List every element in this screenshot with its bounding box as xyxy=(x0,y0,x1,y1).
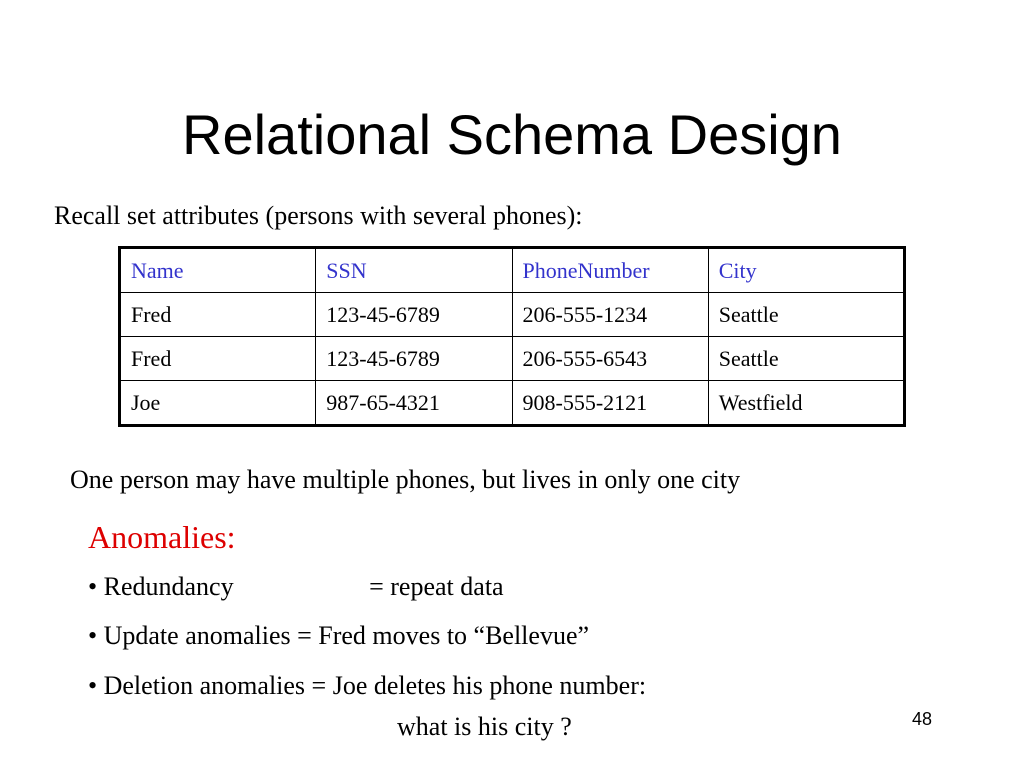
anomalies-heading: Anomalies: xyxy=(88,519,236,555)
bullet-continuation: what is his city ? xyxy=(397,712,572,741)
table-row xyxy=(120,381,905,426)
table-row xyxy=(120,337,905,381)
bullet-marker: • xyxy=(88,671,98,700)
column-header-city: City xyxy=(708,248,904,293)
slide-title: Relational Schema Design xyxy=(182,103,842,166)
bullet-term: Update anomalies xyxy=(103,621,291,650)
page-number: 48 xyxy=(912,709,933,729)
bullet-definition: = Joe deletes his phone number: xyxy=(311,671,647,700)
cell-name: Fred xyxy=(120,337,316,381)
bullet-deletion-anomalies xyxy=(88,670,646,702)
cell-ssn: 123-45-6789 xyxy=(316,337,512,381)
bullet-term: Redundancy xyxy=(103,572,234,601)
cell-ssn: 987-65-4321 xyxy=(316,381,512,426)
bullet-definition: = repeat data xyxy=(369,572,504,601)
note-text: One person may have multiple phones, but lives in only one city xyxy=(70,465,741,494)
bullet-definition: = Fred moves to “Bellevue” xyxy=(297,621,590,650)
cell-city: Seattle xyxy=(708,293,904,337)
bullet-term: Deletion anomalies xyxy=(103,671,306,700)
table-header-row xyxy=(120,248,905,293)
column-header-phonenumber: PhoneNumber xyxy=(512,248,708,293)
cell-phone: 206-555-6543 xyxy=(512,337,708,381)
bullet-update-anomalies xyxy=(88,620,589,652)
bullet-redundancy xyxy=(88,571,504,603)
bullet-marker: • xyxy=(88,621,98,650)
column-header-ssn: SSN xyxy=(316,248,512,293)
cell-name: Fred xyxy=(120,293,316,337)
column-header-name: Name xyxy=(120,248,316,293)
person-table xyxy=(118,246,906,427)
intro-text: Recall set attributes (persons with several phones): xyxy=(54,201,583,230)
cell-phone: 908-555-2121 xyxy=(512,381,708,426)
bullet-marker: • xyxy=(88,572,98,601)
cell-name: Joe xyxy=(120,381,316,426)
cell-city: Westfield xyxy=(708,381,904,426)
cell-city: Seattle xyxy=(708,337,904,381)
cell-ssn: 123-45-6789 xyxy=(316,293,512,337)
table-row xyxy=(120,293,905,337)
cell-phone: 206-555-1234 xyxy=(512,293,708,337)
